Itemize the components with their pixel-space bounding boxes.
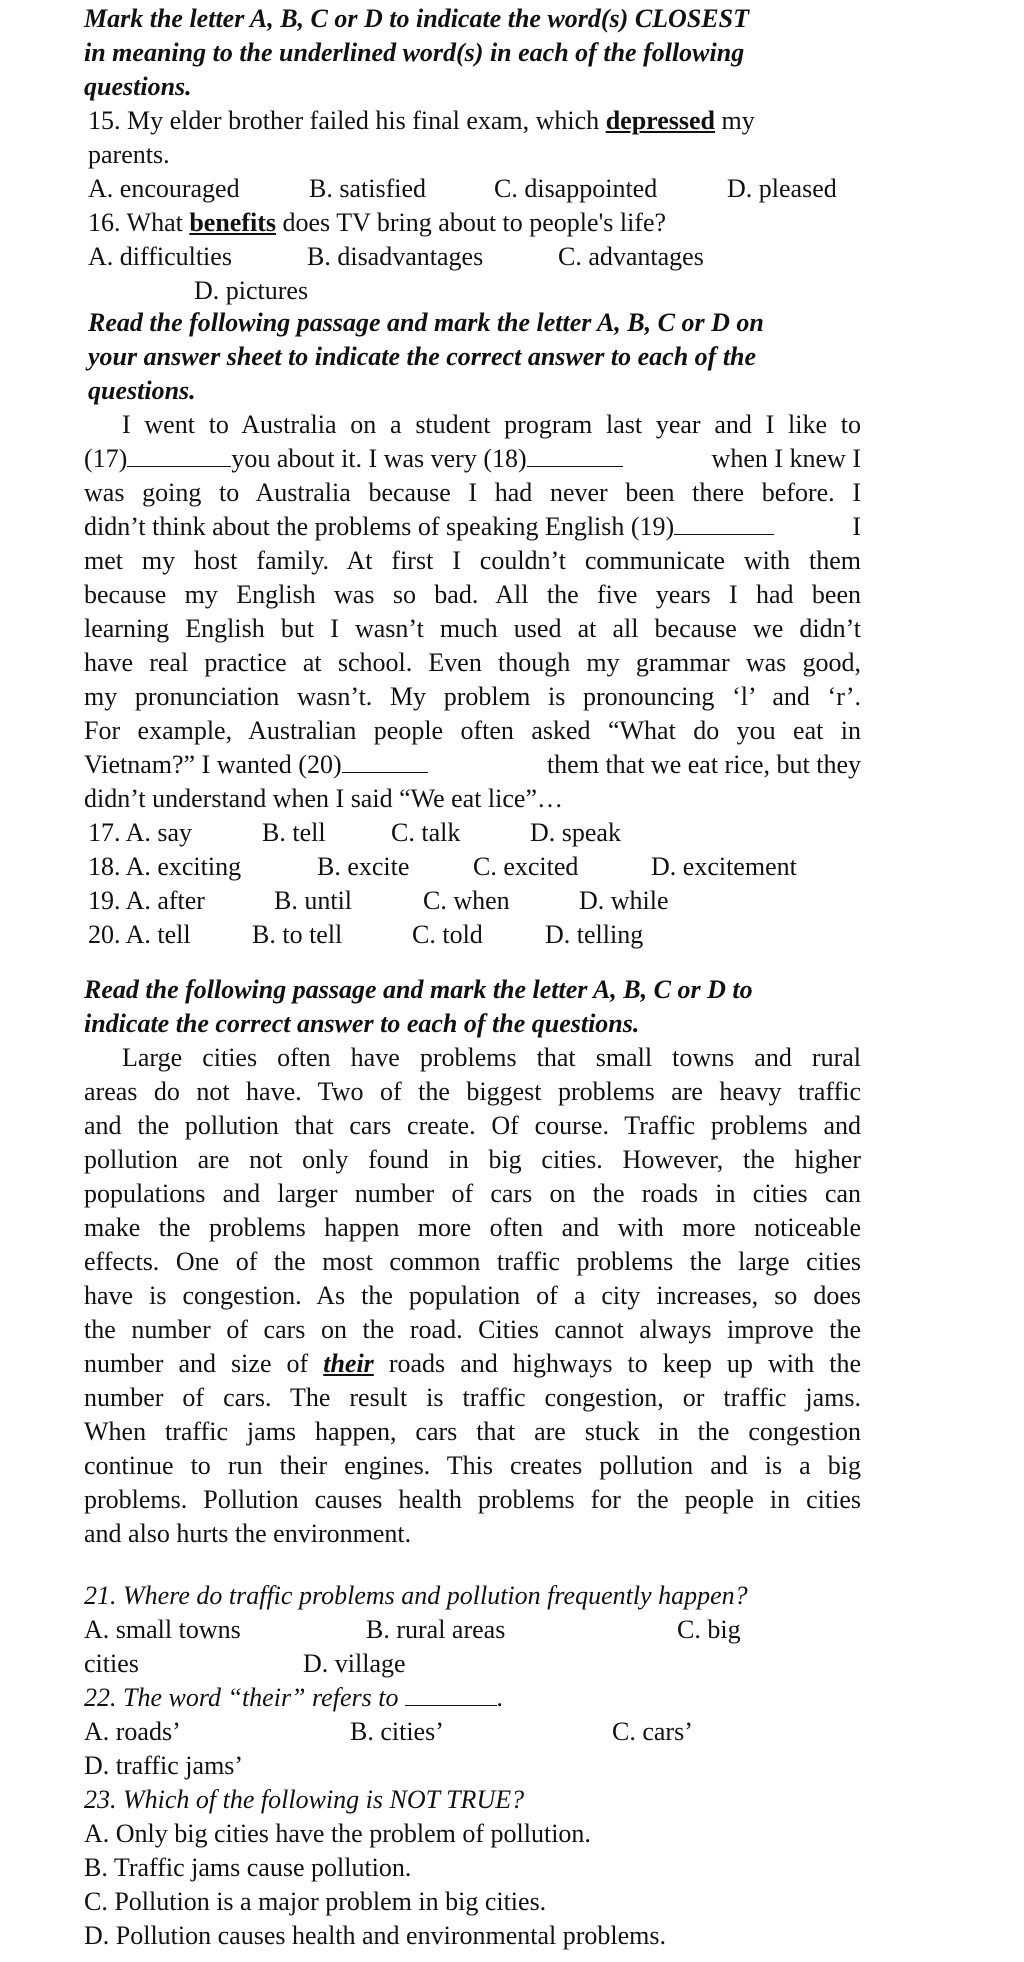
q16-underlined-word: benefits (189, 208, 277, 237)
passage2-line: areas do not have. Two of the biggest problems are heavy traffic (84, 1077, 861, 1106)
q20-option-b[interactable]: B. to tell (252, 920, 343, 949)
q17-option-a[interactable]: 17. A. say (88, 818, 192, 847)
q22-option-b[interactable]: B. cities’ (350, 1717, 444, 1746)
q18-option-d[interactable]: D. excitement (651, 852, 797, 881)
passage1-text: I (852, 512, 861, 541)
q21-option-d[interactable]: D. village (303, 1649, 406, 1678)
q19-option-a[interactable]: 19. A. after (88, 886, 205, 915)
passage2-line: and the pollution that cars create. Of course. Traffic problems and (84, 1111, 861, 1140)
q22-option-d[interactable]: D. traffic jams’ (84, 1751, 244, 1780)
q22-question (84, 1681, 503, 1714)
section3-instruction-line2: indicate the correct answer to each of the questions. (84, 1009, 640, 1038)
q19-option-d[interactable]: D. while (579, 886, 669, 915)
passage1-line: met my host family. At first I couldn’t communicate with them (84, 546, 861, 575)
passage2-underlined-their: their (323, 1349, 374, 1378)
q15-text-end: my (715, 106, 755, 135)
q22-option-c[interactable]: C. cars’ (612, 1717, 693, 1746)
passage2-line: continue to run their engines. This creates pollution and is a big (84, 1451, 861, 1480)
passage2-line: make the problems happen more often and with more noticeable (84, 1213, 861, 1242)
q19-option-b[interactable]: B. until (274, 886, 353, 915)
q23-option-b[interactable]: B. Traffic jams cause pollution. (84, 1853, 412, 1882)
q15-underlined-word: depressed (605, 106, 715, 135)
blank17-label: (17) (84, 444, 128, 473)
q18-option-b[interactable]: B. excite (317, 852, 410, 881)
passage1-text: Vietnam?” I wanted (20) (84, 750, 342, 779)
q21-option-c-cont[interactable]: cities (84, 1649, 139, 1678)
section1-instruction-line1: Mark the letter A, B, C or D to indicate the word(s) CLOSEST (84, 4, 749, 33)
q23-option-d[interactable]: D. Pollution causes health and environmental problems. (84, 1921, 666, 1950)
q15-stem-line2: parents. (88, 140, 170, 169)
q18-option-c[interactable]: C. excited (473, 852, 579, 881)
passage2-line-their (84, 1347, 861, 1380)
q16-text: 16. What (88, 208, 190, 237)
passage2-line: When traffic jams happen, cars that are stuck in the congestion (84, 1417, 861, 1446)
q16-stem (88, 206, 666, 239)
passage2-line: pollution are not only found in big cities. However, the higher (84, 1145, 861, 1174)
passage2-line: Large cities often have problems that small towns and rural (122, 1043, 861, 1072)
q15-option-a[interactable]: A. encouraged (88, 174, 240, 203)
q22-option-a[interactable]: A. roads’ (84, 1717, 181, 1746)
q22-options (0, 1715, 1024, 1748)
q16-option-a[interactable]: A. difficulties (88, 242, 232, 271)
passage2-line: populations and larger number of cars on the roads in cities can (84, 1179, 861, 1208)
passage1-line: because my English was so bad. All the five years I had been (84, 580, 861, 609)
q23-option-c[interactable]: C. Pollution is a major problem in big cities. (84, 1887, 547, 1916)
q19-option-c[interactable]: C. when (423, 886, 510, 915)
q19-options (0, 884, 1024, 917)
passage1-line: have real practice at school. Even though my grammar was good, (84, 648, 861, 677)
q18-options (0, 850, 1024, 883)
passage2-text: roads and highways to keep up with the (373, 1349, 861, 1378)
passage1-text: you about it. I was very (18) (231, 444, 527, 473)
section3-instruction-line1: Read the following passage and mark the letter A, B, C or D to (84, 975, 753, 1004)
q22-text: 22. The word “their” refers to (84, 1683, 399, 1712)
blank-18[interactable] (527, 444, 623, 467)
q16-option-b[interactable]: B. disadvantages (307, 242, 484, 271)
q17-options (0, 816, 1024, 849)
q16-option-c[interactable]: C. advantages (558, 242, 704, 271)
q20-option-a[interactable]: 20. A. tell (88, 920, 191, 949)
passage2-line: effects. One of the most common traffic problems the large cities (84, 1247, 861, 1276)
section1-instruction-line3: questions. (84, 72, 192, 101)
passage1-line: my pronunciation wasn’t. My problem is pronouncing ‘l’ and ‘r’. (84, 682, 861, 711)
section2-instruction-line2: your answer sheet to indicate the correct answer to each of the (88, 342, 757, 371)
q18-option-a[interactable]: 18. A. exciting (88, 852, 242, 881)
section2-instruction-line1: Read the following passage and mark the letter A, B, C or D on (88, 308, 764, 337)
q15-option-c[interactable]: C. disappointed (494, 174, 658, 203)
blank-17[interactable] (127, 444, 231, 467)
q17-option-b[interactable]: B. tell (262, 818, 326, 847)
passage2-text: number and size of (84, 1349, 324, 1378)
passage1-line-blank20 (84, 748, 861, 781)
q15-stem-line1 (88, 104, 755, 137)
q21-option-c[interactable]: C. big (677, 1615, 741, 1644)
passage2-line: the number of cars on the road. Cities cannot always improve the (84, 1315, 861, 1344)
q17-option-c[interactable]: C. talk (391, 818, 461, 847)
q20-option-c[interactable]: C. told (412, 920, 483, 949)
q21-option-b[interactable]: B. rural areas (366, 1615, 506, 1644)
q21-options-row2 (0, 1647, 1024, 1680)
q17-option-d[interactable]: D. speak (530, 818, 621, 847)
q16-text-end: does TV bring about to people's life? (276, 208, 667, 237)
q15-text: 15. My elder brother failed his final exam, which (88, 106, 606, 135)
passage2-line: problems. Pollution causes health problems for the people in cities (84, 1485, 861, 1514)
q16-options (0, 240, 1024, 273)
q22-end: . (496, 1683, 504, 1712)
q20-options (0, 918, 1024, 951)
passage2-line: number of cars. The result is traffic congestion, or traffic jams. (84, 1383, 861, 1412)
q15-option-b[interactable]: B. satisfied (309, 174, 426, 203)
section1-instruction-line2: in meaning to the underlined word(s) in each of the following (84, 38, 745, 67)
q20-option-d[interactable]: D. telling (545, 920, 644, 949)
passage1-line-blank19 (84, 510, 861, 543)
blank-20[interactable] (342, 750, 428, 773)
passage1-line: didn’t understand when I said “We eat lice”… (84, 784, 563, 813)
q15-option-d[interactable]: D. pleased (727, 174, 837, 203)
passage1-line: was going to Australia because I had never been there before. I (84, 478, 861, 507)
q16-option-d[interactable]: D. pictures (194, 276, 309, 305)
q21-options (0, 1613, 1024, 1646)
q21-option-a[interactable]: A. small towns (84, 1615, 241, 1644)
blank-19[interactable] (674, 512, 774, 535)
passage1-text: didn’t think about the problems of speaking English (19) (84, 512, 675, 541)
passage1-line: I went to Australia on a student program last year and I like to (122, 410, 861, 439)
q15-options (0, 172, 1024, 205)
q21-question: 21. Where do traffic problems and pollution frequently happen? (84, 1581, 748, 1610)
section2-instruction-line3: questions. (88, 376, 196, 405)
passage1-text: them that we eat rice, but they (546, 750, 861, 779)
blank-22[interactable] (405, 1683, 497, 1706)
passage1-text: when I knew I (711, 444, 861, 473)
passage1-line: learning English but I wasn’t much used at all because we didn’t (84, 614, 861, 643)
q23-question: 23. Which of the following is NOT TRUE? (84, 1785, 525, 1814)
passage2-line: have is congestion. As the population of a city increases, so does (84, 1281, 861, 1310)
passage1-line: For example, Australian people often asked “What do you eat in (84, 716, 861, 745)
passage2-line: and also hurts the environment. (84, 1519, 412, 1548)
q23-option-a[interactable]: A. Only big cities have the problem of pollution. (84, 1819, 591, 1848)
passage1-line-blanks (84, 442, 861, 475)
